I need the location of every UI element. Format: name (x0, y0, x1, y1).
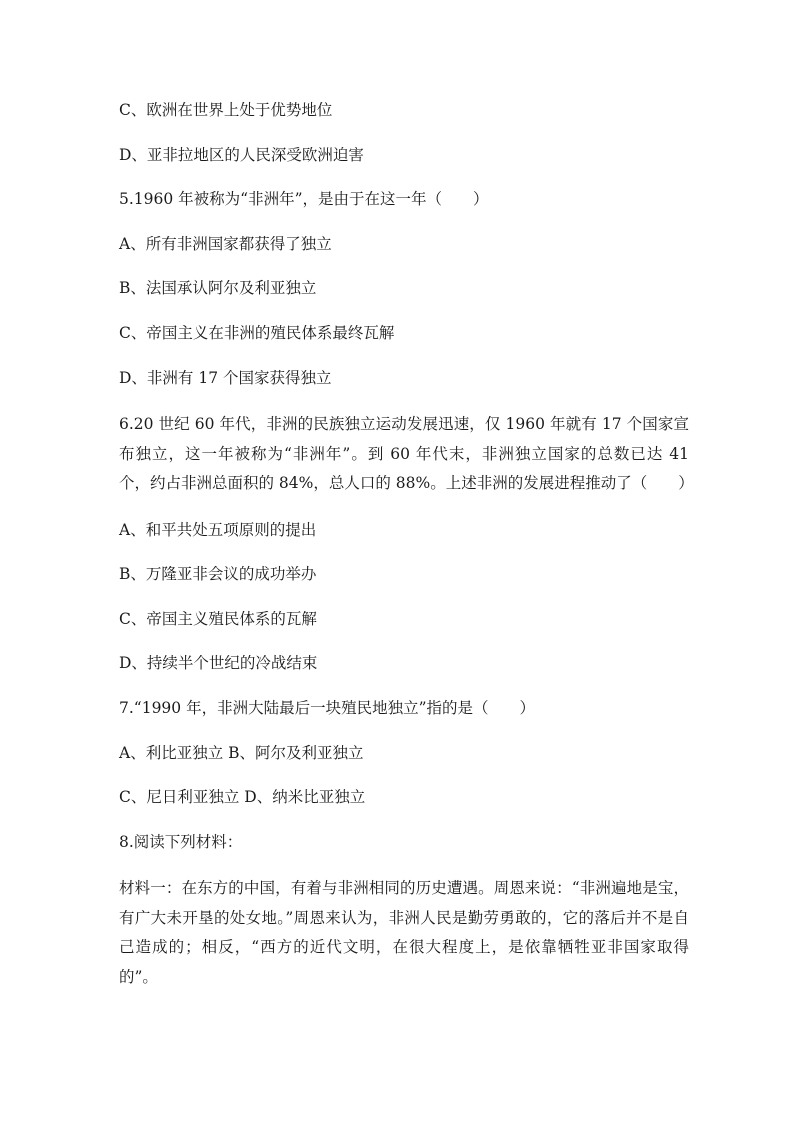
q6-option-c: C、帝国主义殖民体系的瓦解 (119, 609, 317, 628)
document-page (119, 98, 694, 992)
material-1: 材料一：在东方的中国，有着与非洲相同的历史遭遇。周恩来说：“非洲遍地是宝，有广大未开垦的处女地。”周恩来认为，非洲人民是勤劳勇敢的，它的落后并不是自己造成的；相反，“西方的近代文明，在很大程度上，是依靠牺牲亚非国家取得的”。 (119, 879, 689, 986)
q7-options-ab: A、利比亚独立 B、阿尔及利亚独立 (119, 743, 364, 762)
q6-option-a: A、和平共处五项原则的提出 (119, 520, 317, 539)
question-5: 5.1960 年被称为“非洲年”，是由于在这一年（ ） (119, 190, 489, 209)
option-d-prev: D、亚非拉地区的人民深受欧洲迫害 (119, 145, 364, 164)
q6-option-b: B、万隆亚非会议的成功举办 (119, 565, 317, 584)
q5-option-b: B、法国承认阿尔及利亚独立 (119, 279, 317, 298)
question-7: 7.“1990 年，非洲大陆最后一块殖民地独立”指的是（ ） (119, 699, 536, 718)
q5-option-c: C、帝国主义在非洲的殖民体系最终瓦解 (119, 323, 395, 342)
option-c-prev: C、欧洲在世界上处于优势地位 (119, 101, 333, 119)
q6-option-d: D、持续半个世纪的冷战结束 (119, 654, 318, 673)
q7-options-cd: C、尼日利亚独立 D、纳米比亚独立 (119, 788, 366, 807)
q5-option-a: A、所有非洲国家都获得了独立 (119, 234, 332, 253)
question-8: 8.阅读下列材料： (119, 832, 243, 851)
q5-option-d: D、非洲有 17 个国家获得独立 (119, 368, 332, 387)
question-6: 6.20 世纪 60 年代，非洲的民族独立运动发展迅速，仅 1960 年就有 17 个国家宣布独立，这一年被称为“非洲年”。到 60 年代末，非洲独立国家的总数已达 41 个，约占非洲总面积的 84%，总人口的 88%。上述非洲的发展进程推动了（ ） (119, 415, 694, 493)
